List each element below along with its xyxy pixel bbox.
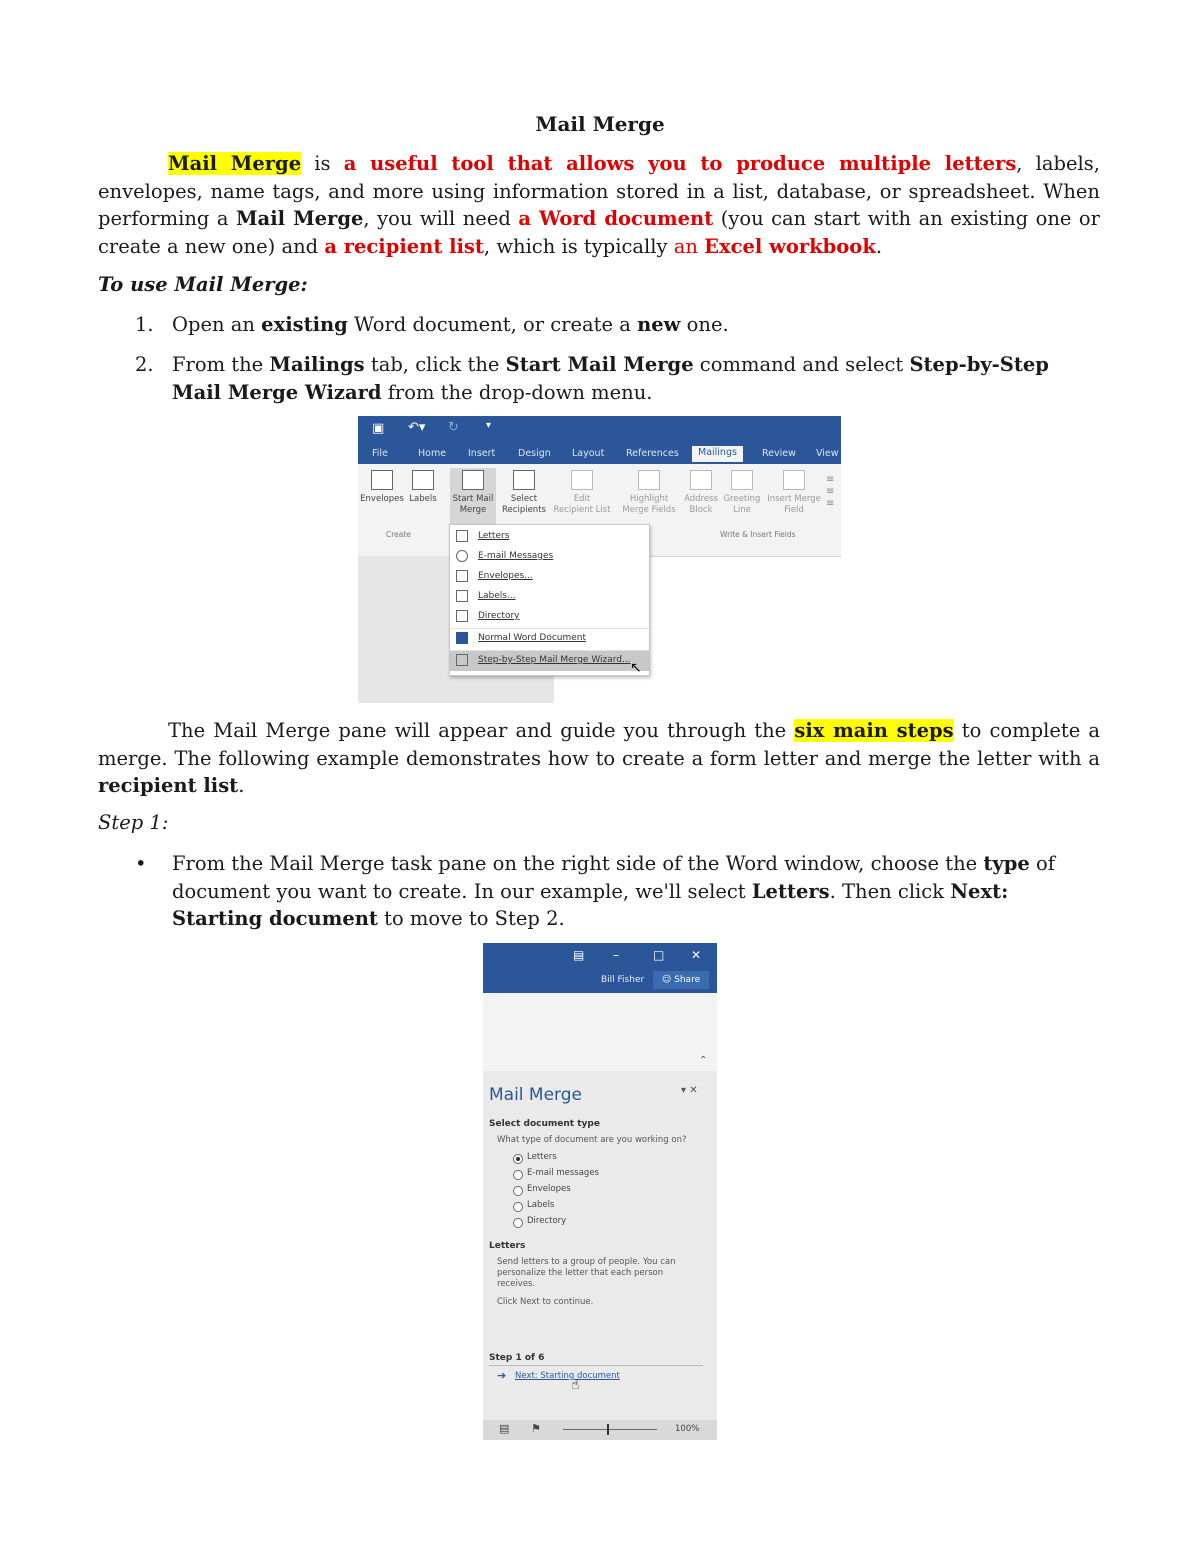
intro-text: is: [301, 152, 344, 175]
envelope-icon: [456, 570, 468, 582]
radio-label: E-mail messages: [527, 1168, 599, 1178]
highlight-merge-fields-button[interactable]: [622, 470, 676, 516]
divider: [489, 1365, 703, 1366]
zoom-thumb-icon[interactable]: [607, 1424, 609, 1435]
radio-icon: [513, 1202, 523, 1212]
button-label: Greeting Line: [723, 494, 761, 515]
list-text: Word document, or create a: [347, 313, 638, 336]
letter-icon: [456, 530, 468, 542]
save-icon[interactable]: ▣: [372, 421, 385, 436]
pane-intro-paragraph: [98, 717, 1100, 800]
menu-item-letters[interactable]: [450, 527, 649, 547]
envelope-icon: [371, 470, 393, 490]
radio-selected-icon: [513, 1154, 523, 1164]
radio-label: Labels: [527, 1200, 555, 1210]
print-layout-icon[interactable]: ▤: [499, 1422, 510, 1435]
button-label: Start Mail Merge: [452, 494, 494, 515]
menu-label: Envelopes...: [478, 571, 533, 581]
close-icon[interactable]: ✕: [691, 948, 702, 962]
ribbon-display-icon[interactable]: ▤: [573, 948, 585, 962]
labels-icon: [456, 590, 468, 602]
intro-bold: Mail Merge: [235, 207, 364, 230]
radio-label: Envelopes: [527, 1184, 571, 1194]
para-bold: recipient list: [98, 774, 239, 797]
group-label-create: Create: [386, 530, 411, 539]
menu-label: Labels...: [478, 591, 516, 601]
intro-text: , you will need: [363, 207, 519, 230]
intro-paragraph: [98, 150, 1100, 260]
bullet-bold: Letters: [751, 879, 830, 903]
intro-red-text: an: [673, 234, 705, 258]
user-name: Bill Fisher: [601, 975, 645, 985]
para-text: to complete a merge. The following example demonstrates how to create a form letter and merge the letter with a: [98, 719, 1100, 770]
button-label: Edit Recipient List: [553, 494, 611, 515]
list-bold: Step-by-Step Mail Merge Wizard: [172, 353, 1049, 404]
ribbon-tabs: [358, 444, 841, 464]
labels-icon: [412, 470, 434, 490]
bullet-text: From the Mail Merge task pane on the right side of the Word window, choose the: [172, 852, 984, 875]
person-icon: ☺: [661, 975, 672, 985]
insert-merge-field-button[interactable]: [764, 470, 824, 516]
address-block-button[interactable]: [682, 470, 720, 516]
menu-item-directory[interactable]: [450, 607, 649, 627]
click-next-text: Click Next to continue.: [497, 1297, 594, 1307]
list-item: [135, 311, 1095, 339]
tab-design[interactable]: Design: [518, 448, 551, 459]
mail-merge-pane-screenshot: [483, 943, 717, 1440]
undo-icon[interactable]: ↶▾: [408, 420, 426, 435]
redo-icon[interactable]: ↻: [448, 420, 459, 435]
intro-text: (you can start with an existing one or create a new one) and: [98, 207, 1100, 258]
wizard-icon: [456, 654, 468, 666]
button-label: Labels: [409, 494, 437, 504]
radio-label: Directory: [527, 1216, 567, 1226]
rules-icon[interactable]: ≡ ≡ ≡: [826, 474, 835, 509]
radio-email[interactable]: [513, 1168, 683, 1182]
window-title-bar: [483, 943, 717, 993]
radio-letters[interactable]: [513, 1152, 683, 1166]
word-document-phrase: a Word document: [518, 207, 714, 230]
radio-envelopes[interactable]: [513, 1184, 683, 1198]
step-indicator: Step 1 of 6: [489, 1353, 545, 1363]
zoom-slider[interactable]: [563, 1429, 657, 1430]
para-text: The Mail Merge pane will appear and guide you through the: [168, 719, 795, 742]
menu-label: Step-by-Step Mail Merge Wizard...: [478, 655, 631, 665]
bullet-bold: type: [983, 852, 1030, 875]
address-block-icon: [690, 470, 712, 490]
ribbon-screenshot: [358, 416, 841, 703]
mail-merge-highlight: Mail Merge: [168, 152, 302, 175]
customize-icon[interactable]: ▾: [486, 420, 492, 431]
bullet-item: [135, 850, 1095, 933]
pane-title: Mail Merge: [489, 1085, 583, 1105]
labels-button[interactable]: [406, 470, 440, 505]
select-type-heading: Select document type: [489, 1119, 600, 1129]
menu-label: Letters: [478, 531, 510, 541]
select-recipients-button[interactable]: [500, 470, 548, 516]
section-heading-use: To use Mail Merge:: [98, 273, 308, 296]
menu-label: E-mail Messages: [478, 551, 554, 561]
share-label: Share: [674, 975, 701, 985]
maximize-icon[interactable]: □: [653, 948, 665, 962]
menu-label: Normal Word Document: [478, 633, 587, 643]
radio-icon: [513, 1170, 523, 1180]
envelopes-button[interactable]: [360, 470, 404, 505]
hand-cursor-icon: ☝: [571, 1377, 580, 1393]
tab-file[interactable]: File: [372, 448, 388, 459]
edit-list-icon: [571, 470, 593, 490]
button-label: Insert Merge Field: [767, 494, 821, 515]
menu-item-normal-document[interactable]: [450, 628, 649, 649]
radio-label: Letters: [527, 1152, 557, 1162]
email-icon: [456, 550, 468, 562]
tab-mailings[interactable]: Mailings: [692, 446, 743, 462]
arrow-right-icon: ➔: [497, 1369, 507, 1382]
list-text: command and select: [693, 353, 910, 376]
radio-icon: [513, 1218, 523, 1228]
button-label: Select Recipients: [502, 494, 546, 515]
bullet-text: of document you want to create. In our example, we'll select: [172, 852, 1055, 903]
mouse-cursor-icon: ↖: [630, 660, 642, 676]
list-number: 1.: [135, 313, 154, 336]
list-bold: existing: [261, 313, 348, 336]
list-text: from the drop-down menu.: [381, 380, 653, 404]
zoom-level[interactable]: 100%: [675, 1424, 700, 1434]
intro-text: .: [875, 234, 883, 258]
tab-view[interactable]: View: [816, 448, 839, 459]
next-starting-document-link[interactable]: Next: Starting document: [515, 1371, 620, 1381]
minimize-icon[interactable]: –: [613, 948, 619, 962]
start-mail-merge-menu: [449, 524, 650, 676]
six-main-steps-highlight: six main steps: [794, 719, 954, 742]
radio-labels[interactable]: [513, 1200, 683, 1214]
list-item: [135, 351, 1095, 406]
button-label: Highlight Merge Fields: [622, 494, 676, 515]
pane-options-icon[interactable]: ▾ ✕: [681, 1085, 698, 1096]
intro-text: , labels, envelopes, name tags, and more using information stored in a list, database, or spreadsheet. When performing a: [98, 152, 1100, 230]
list-bold: Mailings: [269, 353, 365, 376]
menu-item-envelopes[interactable]: [450, 567, 649, 587]
menu-item-step-by-step-wizard[interactable]: [450, 650, 649, 671]
menu-item-labels[interactable]: [450, 587, 649, 607]
recipient-list-phrase: a recipient list: [324, 234, 484, 258]
greeting-line-icon: [731, 470, 753, 490]
para-text: .: [238, 774, 245, 797]
excel-workbook-phrase: Excel workbook: [704, 234, 876, 258]
page-title: Mail Merge: [535, 112, 665, 136]
highlight-icon: [638, 470, 660, 490]
list-number: 2.: [135, 353, 154, 376]
intro-red-phrase: a useful tool that allows you to produce multiple letters: [343, 152, 1017, 175]
collapse-ribbon-icon[interactable]: ⌃: [699, 1055, 708, 1066]
tab-references[interactable]: References: [626, 448, 679, 459]
word-document-icon: [456, 632, 468, 644]
radio-directory[interactable]: [513, 1216, 683, 1230]
bullet-text: to move to Step 2.: [377, 907, 565, 930]
bullet-bold: Next: Starting document: [172, 879, 1009, 930]
share-button[interactable]: [653, 971, 709, 989]
bullet-dot-icon: •: [135, 852, 147, 875]
type-question: What type of document are you working on?: [497, 1135, 687, 1145]
menu-label: Directory: [478, 611, 520, 621]
start-mail-merge-icon: [462, 470, 484, 490]
list-text: From the: [172, 353, 270, 376]
quick-access-toolbar: [358, 416, 841, 444]
button-label: Address Block: [684, 494, 718, 515]
greeting-line-button[interactable]: [722, 470, 762, 516]
tab-insert[interactable]: Insert: [468, 448, 496, 459]
start-mail-merge-button[interactable]: [450, 468, 496, 524]
tab-review[interactable]: Review: [762, 448, 796, 459]
tab-layout[interactable]: Layout: [572, 448, 605, 459]
list-bold: new: [637, 313, 681, 336]
web-layout-icon[interactable]: ⚑: [531, 1422, 541, 1435]
group-label-write-insert: Write & Insert Fields: [720, 530, 796, 539]
ribbon-area: [483, 993, 717, 1071]
radio-icon: [513, 1186, 523, 1196]
menu-item-email[interactable]: [450, 547, 649, 567]
recipients-icon: [513, 470, 535, 490]
bullet-text: . Then click: [829, 879, 951, 903]
list-bold: Start Mail Merge: [505, 353, 694, 376]
intro-text: , which is typically: [483, 234, 674, 258]
list-text: one.: [680, 313, 729, 336]
list-text: tab, click the: [364, 353, 506, 376]
letters-description: Send letters to a group of people. You can personalize the letter that each person receives.: [497, 1257, 676, 1289]
insert-field-icon: [783, 470, 805, 490]
list-text: Open an: [172, 313, 262, 336]
button-label: Envelopes: [360, 494, 404, 504]
letters-heading: Letters: [489, 1241, 526, 1251]
tab-home[interactable]: Home: [418, 448, 447, 459]
step-heading: Step 1:: [98, 811, 169, 834]
directory-icon: [456, 610, 468, 622]
edit-recipient-list-button[interactable]: [552, 470, 612, 516]
status-bar: [483, 1420, 717, 1440]
